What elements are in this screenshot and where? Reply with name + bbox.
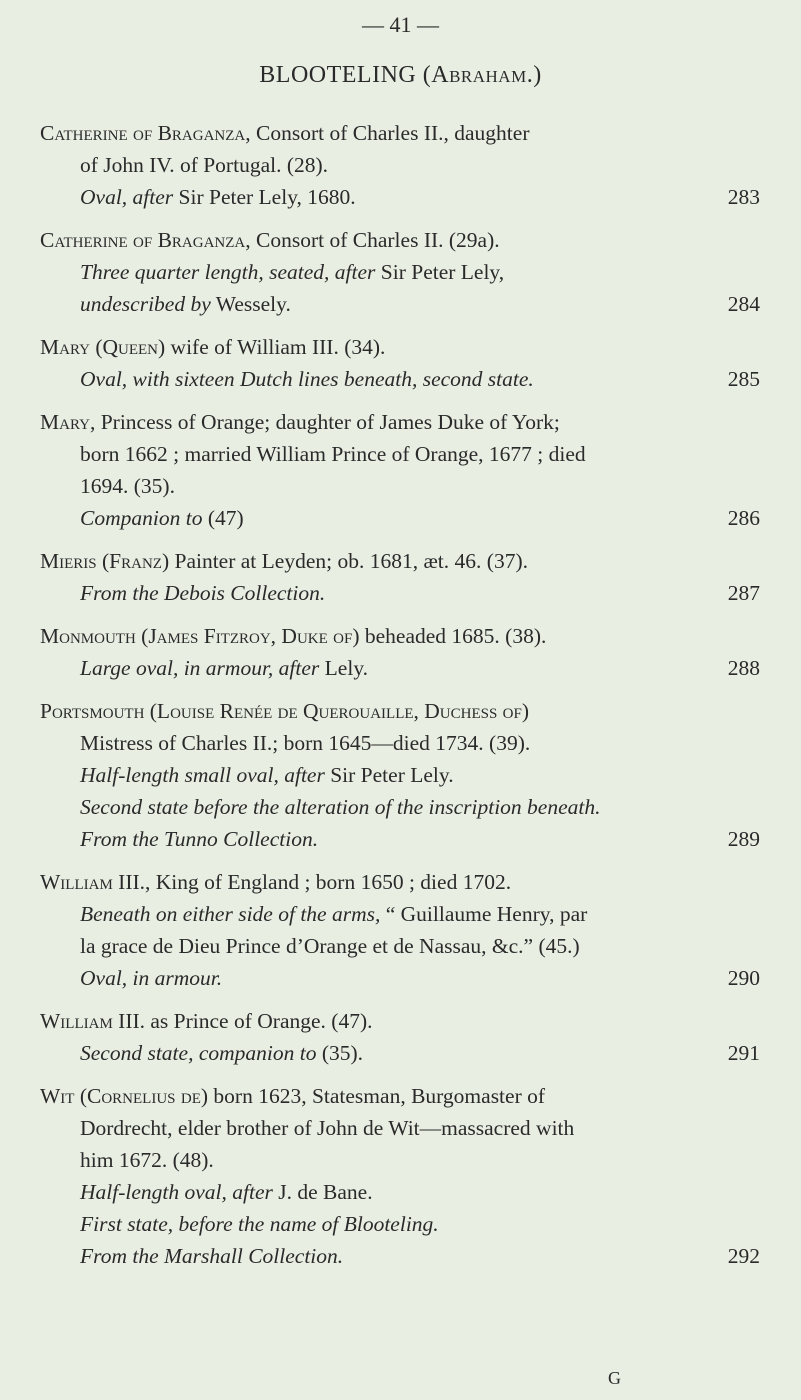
entry-text: Consort of Charles II., daughter <box>250 121 530 145</box>
plate-number: 291 <box>727 1041 760 1065</box>
entry-line <box>40 149 760 181</box>
entry-subject-name: Mary (Queen) <box>40 335 166 359</box>
entry-line <box>40 545 760 577</box>
entry-text: Consort of Charles II. (29a). <box>250 228 500 252</box>
entry-text: “ Guillaume Henry, par <box>380 902 588 926</box>
entry-text: 1694. (35). <box>80 474 175 498</box>
entry-italic-text: Half-length small oval, after <box>80 763 325 787</box>
plate-number: 284 <box>727 292 760 316</box>
entry-text: Princess of Orange; daughter of James Duke of York; <box>95 410 560 434</box>
entry-line <box>40 1005 760 1037</box>
entry-subject-name: William III. <box>40 1009 146 1033</box>
entry-text: Sir Peter Lely, <box>375 260 505 284</box>
plate-number: 287 <box>727 581 760 605</box>
entry-line <box>40 1080 760 1112</box>
catalogue-entry <box>40 866 760 994</box>
entry-line <box>40 962 760 994</box>
catalogue-entry <box>40 695 760 855</box>
entry-line <box>40 224 760 256</box>
entry-line <box>40 727 760 759</box>
entry-italic-text: Second state, companion to <box>80 1041 317 1065</box>
entry-subject-name: William III., <box>40 870 151 894</box>
entry-text: Mistress of Charles II.; born 1645—died 1734. (39). <box>80 731 531 755</box>
entry-italic-text: Beneath on either side of the arms, <box>80 902 381 926</box>
plate-number: 289 <box>727 827 760 851</box>
entry-text: Wessely. <box>210 292 291 316</box>
entry-italic-text: Oval, with sixteen Dutch lines beneath, second state. <box>80 367 534 391</box>
catalogue-entry <box>40 117 760 213</box>
entry-text: Lely. <box>319 656 369 680</box>
entry-line <box>40 1208 760 1240</box>
entry-text: J. de Bane. <box>272 1180 373 1204</box>
entry-text: as Prince of Orange. (47). <box>145 1009 373 1033</box>
catalogue-entry <box>40 545 760 609</box>
plate-number: 283 <box>727 185 760 209</box>
entry-italic-text: From the Tunno Collection. <box>80 827 319 851</box>
entry-line <box>40 759 760 791</box>
entry-line <box>40 695 760 727</box>
entry-line <box>40 256 760 288</box>
catalogue-entry <box>40 1080 760 1272</box>
entry-line <box>40 1176 760 1208</box>
entry-italic-text: First state, before the name of Blooteling. <box>80 1212 439 1236</box>
plate-number: 288 <box>727 656 760 680</box>
catalogue-entry <box>40 1005 760 1069</box>
entry-text: born 1662 ; married William Prince of Orange, 1677 ; died <box>80 442 586 466</box>
entry-subject-name: Wit (Cornelius de) <box>40 1084 209 1108</box>
entry-text: Painter at Leyden; ob. 1681, æt. 46. (37). <box>169 549 528 573</box>
catalogue-entry <box>40 406 760 534</box>
entry-text: Sir Peter Lely, 1680. <box>173 185 356 209</box>
plate-number: 290 <box>727 966 760 990</box>
entry-line <box>40 406 760 438</box>
entry-line <box>40 438 760 470</box>
plate-number: 292 <box>727 1244 760 1268</box>
entry-subject-name: Monmouth (James Fitzroy, Duke of) <box>40 624 360 648</box>
entry-text: of John IV. of Portugal. (28). <box>80 153 329 177</box>
catalogue-entry <box>40 331 760 395</box>
entry-text: (35). <box>316 1041 364 1065</box>
catalogue-entries <box>40 117 760 1283</box>
entry-line <box>40 823 760 855</box>
entry-line <box>40 331 760 363</box>
plate-number: 286 <box>727 506 760 530</box>
entry-italic-text: Oval, in armour. <box>80 966 223 990</box>
catalogue-entry <box>40 620 760 684</box>
entry-italic-text: Large oval, in armour, after <box>80 656 320 680</box>
entry-text: la grace de Dieu Prince d’Orange et de Nassau, &c.” (45.) <box>80 934 580 958</box>
entry-italic-text: Oval, after <box>80 185 174 209</box>
entry-subject-name: Catherine of Braganza, <box>40 121 251 145</box>
entry-line <box>40 898 760 930</box>
entry-text: beheaded 1685. (38). <box>359 624 547 648</box>
signature-mark: G <box>608 1368 621 1388</box>
entry-italic-text: Three quarter length, seated, after <box>80 260 376 284</box>
entry-line <box>40 577 760 609</box>
entry-text: Sir Peter Lely. <box>324 763 454 787</box>
entry-text: Dordrecht, elder brother of John de Wit—massacred with <box>80 1116 575 1140</box>
catalogue-entry <box>40 224 760 320</box>
entry-subject-name: Portsmouth (Louise Renée de Querouaille, Duchess of) <box>40 699 530 723</box>
page-heading <box>0 62 801 89</box>
entry-subject-name: Mieris (Franz) <box>40 549 170 573</box>
entry-line <box>40 866 760 898</box>
entry-line <box>40 930 760 962</box>
entry-line <box>40 502 760 534</box>
entry-italic-text: undescribed by <box>80 292 211 316</box>
entry-line <box>40 470 760 502</box>
entry-line <box>40 181 760 213</box>
entry-italic-text: Half-length oval, after <box>80 1180 273 1204</box>
entry-line <box>40 1144 760 1176</box>
entry-italic-text: From the Debois Collection. <box>80 581 326 605</box>
entry-line <box>40 363 760 395</box>
page-number: — 41 — <box>362 12 439 37</box>
entry-line <box>40 1112 760 1144</box>
entry-line <box>40 652 760 684</box>
entry-line <box>40 117 760 149</box>
plate-number: 285 <box>727 367 760 391</box>
entry-line <box>40 791 760 823</box>
entry-subject-name: Mary, <box>40 410 96 434</box>
entry-subject-name: Catherine of Braganza, <box>40 228 251 252</box>
entry-line <box>40 1240 760 1272</box>
entry-italic-text: From the Marshall Collection. <box>80 1244 344 1268</box>
heading-surname: BLOOTELING <box>259 62 417 88</box>
entry-line <box>40 288 760 320</box>
entry-line <box>40 1037 760 1069</box>
entry-text: wife of William III. (34). <box>165 335 386 359</box>
entry-text: King of England ; born 1650 ; died 1702. <box>150 870 512 894</box>
entry-italic-text: Second state before the alteration of the inscription beneath. <box>80 795 601 819</box>
entry-text: born 1623, Statesman, Burgomaster of <box>208 1084 546 1108</box>
heading-given-name: (Abraham.) <box>422 62 542 88</box>
entry-text: (47) <box>202 506 244 530</box>
entry-italic-text: Companion to <box>80 506 203 530</box>
entry-text: him 1672. (48). <box>80 1148 214 1172</box>
entry-line <box>40 620 760 652</box>
